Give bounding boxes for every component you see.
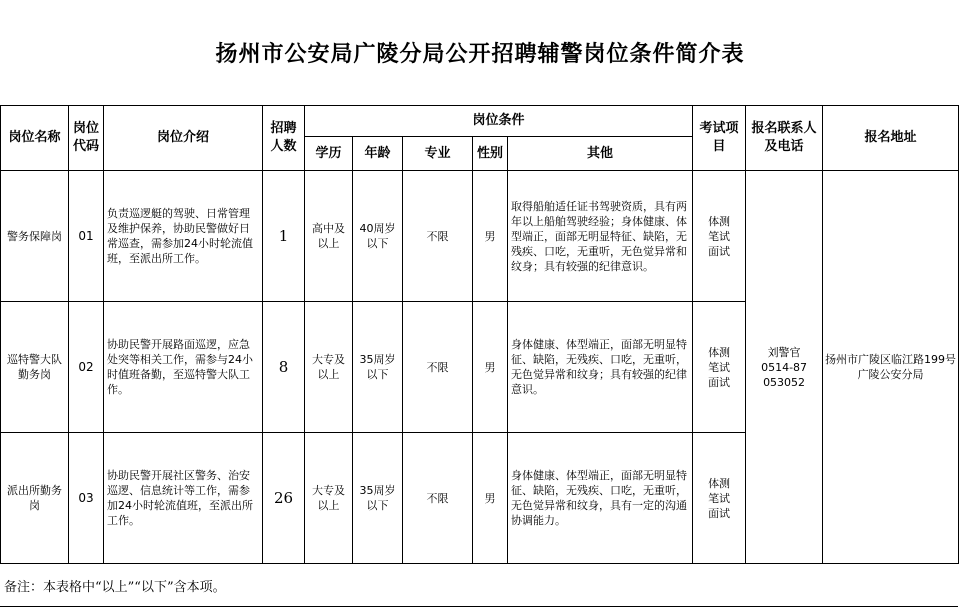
header-hiring-count: 招聘人数 [263, 106, 305, 171]
hiring-count: 1 [263, 171, 305, 302]
header-other: 其他 [508, 137, 693, 171]
header-contact: 报名联系人及电话 [746, 106, 823, 171]
age: 35周岁以下 [353, 433, 403, 564]
education: 高中及以上 [305, 171, 353, 302]
position-intro: 协助民警开展社区警务、治安巡逻、信息统计等工作，需参加24小时轮流值班，至派出所工作。 [104, 433, 263, 564]
position-intro: 协助民警开展路面巡逻，应急处突等相关工作，需参与24小时值班备勤，至巡特警大队工作。 [104, 302, 263, 433]
other-requirements: 身体健康、体型端正，面部无明显特征、缺陷，无残疾、口吃，无重听，无色觉异常和纹身，具有一定的沟通协调能力。 [508, 433, 693, 564]
table-row [1, 171, 959, 302]
other-requirements: 取得船舶适任证书驾驶资质，具有两年以上船舶驾驶经验；身体健康、体型端正，面部无明显特征、缺陷，无残疾、口吃，无重听，无色觉异常和纹身；具有较强的纪律意识。 [508, 171, 693, 302]
header-position-intro: 岗位介绍 [104, 106, 263, 171]
header-address: 报名地址 [823, 106, 959, 171]
position-code: 02 [69, 302, 104, 433]
education: 大专及以上 [305, 302, 353, 433]
age: 40周岁以下 [353, 171, 403, 302]
gender: 男 [473, 302, 508, 433]
page-title: 扬州市公安局广陵分局公开招聘辅警岗位条件简介表 [215, 41, 745, 67]
header-exam: 考试项目 [693, 106, 746, 171]
hiring-count: 8 [263, 302, 305, 433]
hiring-count: 26 [263, 433, 305, 564]
education: 大专及以上 [305, 433, 353, 564]
position-name: 派出所勤务岗 [1, 433, 69, 564]
contact-phone: 0514-87053052 [761, 360, 808, 389]
contact-cell [746, 171, 823, 564]
header-position-name: 岗位名称 [1, 106, 69, 171]
major: 不限 [403, 302, 473, 433]
major: 不限 [403, 171, 473, 302]
header-age: 年龄 [353, 137, 403, 171]
header-major: 专业 [403, 137, 473, 171]
footnote: 备注：本表格中“以上”“以下”含本项。 [0, 569, 958, 607]
exam: 体测笔试面试 [693, 302, 746, 433]
header-education: 学历 [305, 137, 353, 171]
position-name: 警务保障岗 [1, 171, 69, 302]
exam: 体测笔试面试 [693, 433, 746, 564]
other-requirements: 身体健康、体型端正，面部无明显特征、缺陷，无残疾、口吃，无重听，无色觉异常和纹身；具有较强的纪律意识。 [508, 302, 693, 433]
exam: 体测笔试面试 [693, 171, 746, 302]
position-code: 01 [69, 171, 104, 302]
gender: 男 [473, 171, 508, 302]
header-position-code: 岗位代码 [69, 106, 104, 171]
position-name: 巡特警大队勤务岗 [1, 302, 69, 433]
major: 不限 [403, 433, 473, 564]
gender: 男 [473, 433, 508, 564]
position-code: 03 [69, 433, 104, 564]
position-intro: 负责巡逻艇的驾驶、日常管理及维护保养，协助民警做好日常巡查，需参加24小时轮流值班，至派出所工作。 [104, 171, 263, 302]
header-gender: 性别 [473, 137, 508, 171]
address: 扬州市广陵区临江路199号广陵公安分局 [823, 171, 959, 564]
positions-table [0, 105, 959, 564]
header-conditions: 岗位条件 [305, 106, 693, 137]
age: 35周岁以下 [353, 302, 403, 433]
contact-name: 刘警官 [767, 345, 801, 359]
